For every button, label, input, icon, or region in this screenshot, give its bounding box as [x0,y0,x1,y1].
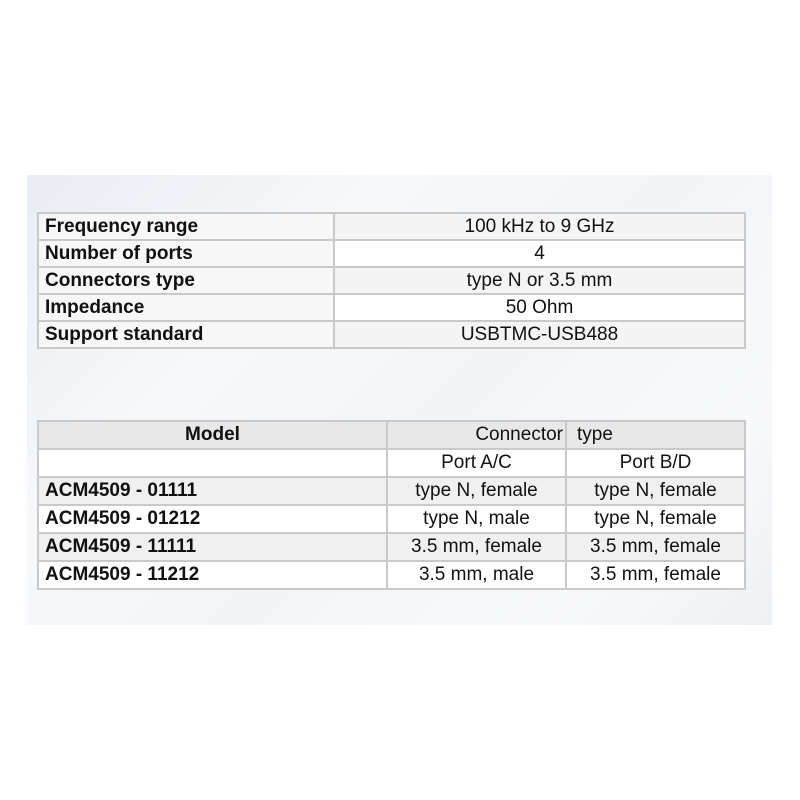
port-bd-header: Port B/D [566,449,745,477]
model-header: Model [38,421,387,449]
model-name: ACM4509 - 01111 [38,477,387,505]
port-bd-value: type N, female [566,477,745,505]
table-row [38,240,745,267]
port-bd-value: type N, female [566,505,745,533]
port-ac-value: 3.5 mm, female [387,533,566,561]
connector-header: Connector [387,421,566,449]
model-name: ACM4509 - 11111 [38,533,387,561]
spec-value: 4 [334,240,745,267]
table-subheader-row [38,449,745,477]
table-row [38,213,745,240]
port-bd-value: 3.5 mm, female [566,561,745,589]
table-row [38,477,745,505]
port-bd-value: 3.5 mm, female [566,533,745,561]
spec-label: Impedance [38,294,334,321]
spec-label: Connectors type [38,267,334,294]
table-header-row [38,421,745,449]
spec-label: Number of ports [38,240,334,267]
port-ac-value: 3.5 mm, male [387,561,566,589]
table-row [38,561,745,589]
port-ac-value: type N, female [387,477,566,505]
table-row [38,321,745,348]
empty-cell [38,449,387,477]
spec-panel [27,175,772,625]
port-ac-header: Port A/C [387,449,566,477]
specifications-table [37,212,746,349]
table-row [38,267,745,294]
type-header: type [566,421,745,449]
models-table [37,420,746,590]
spec-label: Frequency range [38,213,334,240]
table-row [38,294,745,321]
model-name: ACM4509 - 01212 [38,505,387,533]
spec-value: type N or 3.5 mm [334,267,745,294]
spec-value: 100 kHz to 9 GHz [334,213,745,240]
port-ac-value: type N, male [387,505,566,533]
spec-value: 50 Ohm [334,294,745,321]
table-row [38,533,745,561]
spec-label: Support standard [38,321,334,348]
model-name: ACM4509 - 11212 [38,561,387,589]
table-row [38,505,745,533]
spec-value: USBTMC-USB488 [334,321,745,348]
